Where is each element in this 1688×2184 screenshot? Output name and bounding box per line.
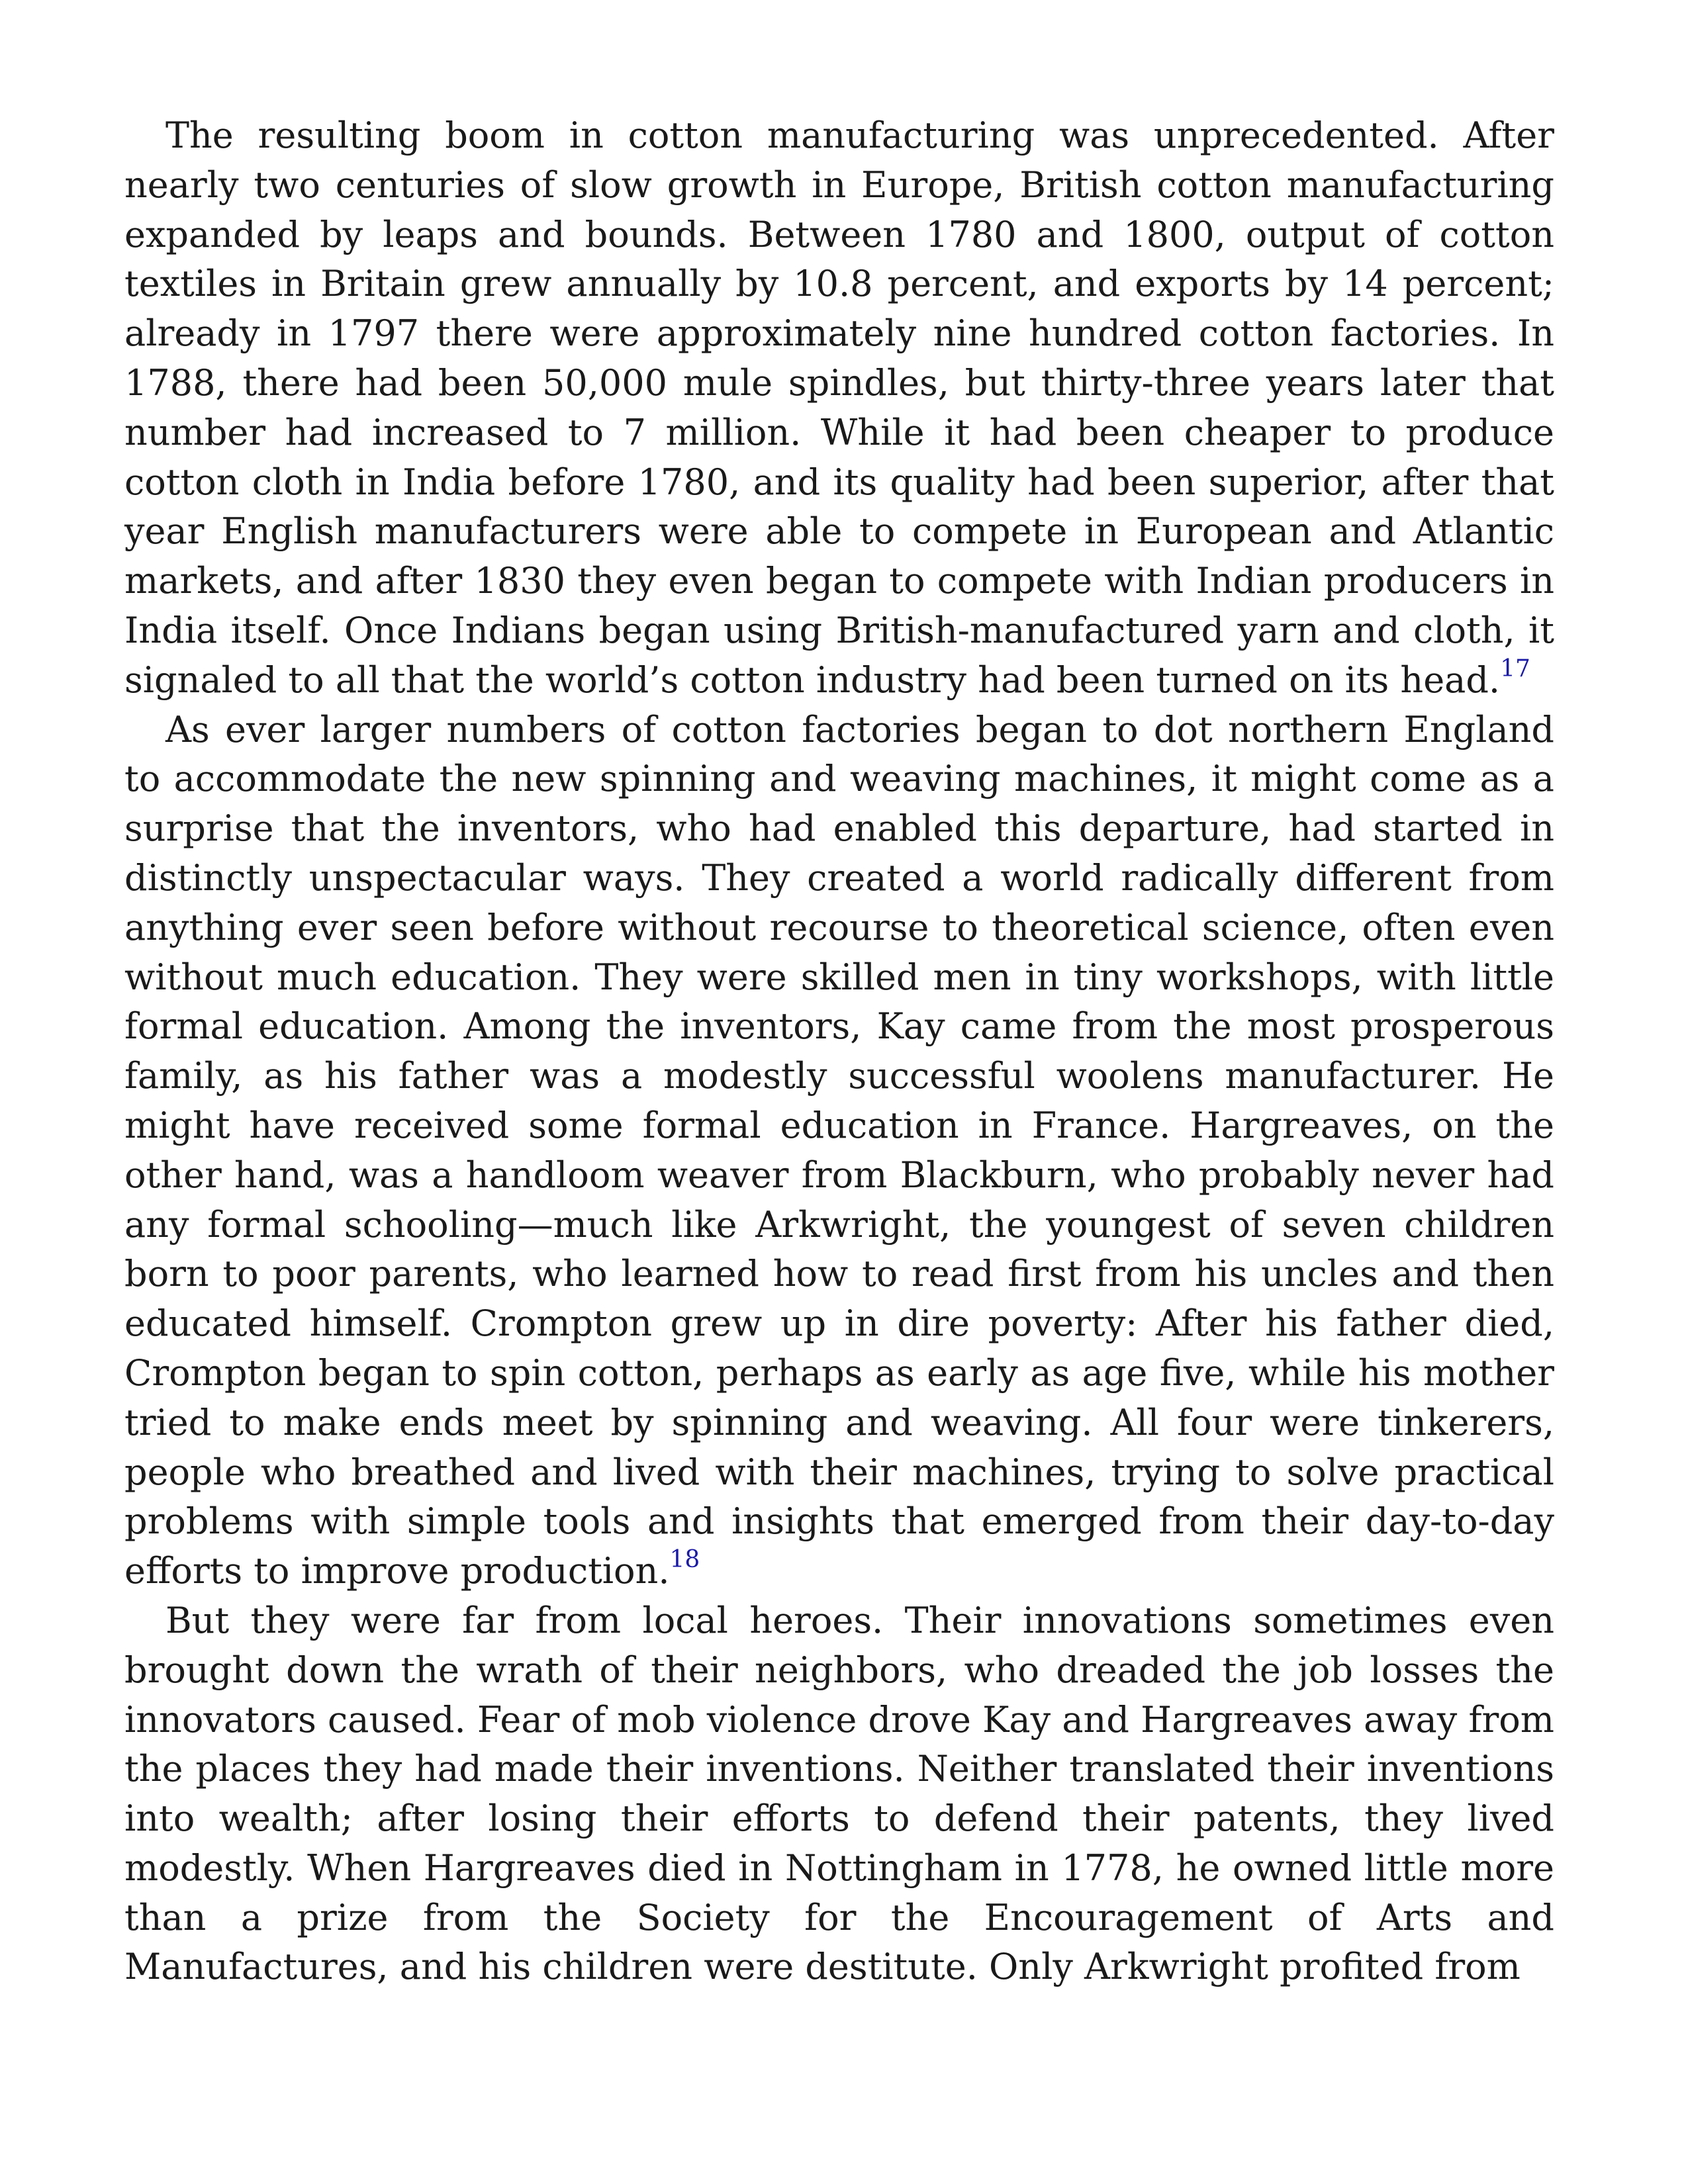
paragraph-2 <box>124 705 1554 1596</box>
footnote-ref-18[interactable]: 18 <box>669 1546 700 1574</box>
paragraph-2-text: As ever larger numbers of cotton factories began to dot northern England to accommodate the new spinning and weaving machines, it might come as a surprise that the inventors, who had enabled this departure, had started in distinctly unspectacular ways. They created a world radically different from anything ever seen before without recourse to theoretical science, often even without much education. They were skilled men in tiny workshops, with little formal education. Among the inventors, Kay came from the most prosperous family, as his father was a modestly successful woolens manufacturer. He might have received some formal education in France. Hargreaves, on the other hand, was a handloom weaver from Blackburn, who probably never had any formal schooling—much like Arkwright, the youngest of seven children born to poor parents, who learned how to read first from his uncles and then educated himself. Crompton grew up in dire poverty: After his father died, Crompton began to spin cotton, perhaps as early as age five, while his mother tried to make ends meet by spinning and weaving. All four were tinkerers, people who breathed and lived with their machines, trying to solve practical problems with simple tools and insights that emerged from their day-to-day efforts to improve production. <box>124 708 1554 1592</box>
paragraph-3-text: But they were far from local heroes. Their innovations sometimes even brought down the wrath of their neighbors, who dreaded the job losses the innovators caused. Fear of mob violence drove Kay and Hargreaves away from the places they had made their inventions. Neither translated their inventions into wealth; after losing their efforts to defend their patents, they lived modestly. When Hargreaves died in Nottingham in 1778, he owned little more than a prize from the Society for the Encouragement of Arts and Manufactures, and his children were destitute. Only Arkwright profited from <box>124 1599 1554 1988</box>
paragraph-1 <box>124 111 1554 705</box>
page-body <box>124 111 1554 1992</box>
paragraph-3 <box>124 1596 1554 1992</box>
footnote-ref-17[interactable]: 17 <box>1500 655 1530 682</box>
paragraph-1-text: The resulting boom in cotton manufacturing was unprecedented. After nearly two centuries of slow growth in Europe, British cotton manufacturing expanded by leaps and bounds. Between 1780 and 1800, output of cotton textiles in Britain grew annually by 10.8 percent, and exports by 14 percent; already in 1797 there were approximately nine hundred cotton factories. In 1788, there had been 50,000 mule spindles, but thirty-three years later that number had increased to 7 million. While it had been cheaper to produce cotton cloth in India before 1780, and its quality had been superior, after that year English manufacturers were able to compete in European and Atlantic markets, and after 1830 they even began to compete with Indian producers in India itself. Once Indians began using British-manufactured yarn and cloth, it signaled to all that the world’s cotton industry had been turned on its head. <box>124 114 1554 701</box>
